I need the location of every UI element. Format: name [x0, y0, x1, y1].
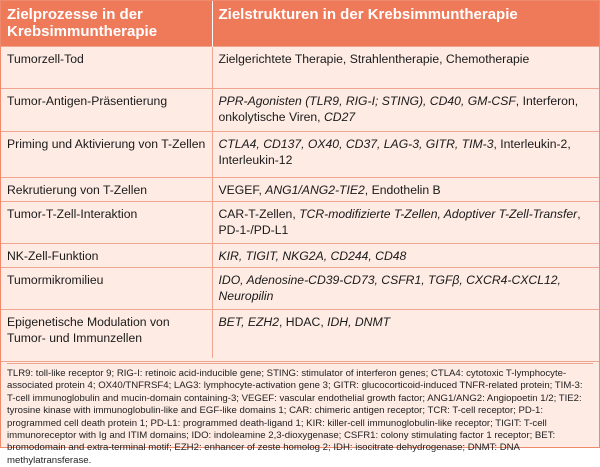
- target-text: IDH, DNMT: [327, 315, 391, 329]
- target-text: Zielgerichtete Therapie, Strahlentherapie, Chemotherapie: [218, 52, 530, 66]
- table-header-row: [1, 1, 599, 47]
- header-processes: Zielprozesse in der Krebsimmuntherapie: [1, 1, 212, 47]
- targets-cell: [212, 47, 599, 89]
- target-text: ANG1/ANG2-TIE2: [265, 183, 365, 197]
- process-cell: Rekrutierung von T-Zellen: [1, 178, 212, 202]
- target-text: PPR-Agonisten (TLR9, RIG-I; STING), CD40, GM-CSF: [218, 94, 516, 108]
- target-text: , Interleukin-2, Interleukin-12: [218, 137, 571, 167]
- targets-cell: [212, 89, 599, 132]
- header-targets: Zielstrukturen in der Krebsimmuntherapie: [212, 1, 599, 47]
- process-cell: NK-Zell-Funktion: [1, 244, 212, 268]
- footnote-divider: [1, 361, 599, 362]
- table-row: [1, 89, 599, 132]
- targets-cell: [212, 310, 599, 358]
- process-cell: Tumormikromilieu: [1, 268, 212, 310]
- targets-cell: [212, 132, 599, 178]
- targets-cell: [212, 244, 599, 268]
- targets-cell: [212, 268, 599, 310]
- target-text: KIR, TIGIT, NKG2A, CD244, CD48: [218, 249, 407, 263]
- target-text: VEGEF,: [218, 183, 266, 197]
- process-cell: Epigenetische Modulation von Tumor- und Immunzellen: [1, 310, 212, 358]
- table-row: [1, 268, 599, 310]
- process-cell: Priming und Aktivierung von T-Zellen: [1, 132, 212, 178]
- process-cell: Tumor-T-Zell-Interaktion: [1, 202, 212, 244]
- table-row: [1, 47, 599, 89]
- table-row: [1, 244, 599, 268]
- target-text: CTLA4, CD137, OX40, CD37, LAG-3, GITR, TIM-3: [218, 137, 494, 151]
- target-text: , HDAC,: [279, 315, 328, 329]
- process-cell: Tumor-Antigen-Präsentierung: [1, 89, 212, 132]
- targets-cell: [212, 202, 599, 244]
- targets-cell: [212, 178, 599, 202]
- target-table: [1, 1, 599, 358]
- table-row: [1, 202, 599, 244]
- target-text: CD27: [323, 110, 356, 124]
- process-cell: Tumorzell-Tod: [1, 47, 212, 89]
- target-text: , Interferon, onkolytische Viren,: [218, 94, 579, 124]
- table-row: [1, 178, 599, 202]
- target-text: CAR-T-Zellen,: [218, 207, 300, 221]
- target-text: , Endothelin B: [364, 183, 441, 197]
- table-row: [1, 132, 599, 178]
- target-text: BET, EZH2: [218, 315, 280, 329]
- table-row: [1, 310, 599, 358]
- target-text: TCR-modifizierte T-Zellen, Adoptiver T-Zell-Transfer: [299, 207, 578, 221]
- target-text: IDO, Adenosine-CD39-CD73, CSFR1, TGFβ, CXCR4-CXCL12, Neuropilin: [218, 273, 561, 303]
- abbreviations-footnote: TLR9: toll-like receptor 9; RIG-I: retinoic acid-inducible gene; STING: stimulator of interferon genes; CTLA4: cytotoxic T-lymphocyte-associated protein 4; OX40/TNFRSF4; LAG3: lymphocyte-activation gene 3; GITR: glucocorticoid-induced TNFR-related protein; TIM-3: T-cell immunoglobulin and mucin-domain containing-3; VEGEF: vascular endothelial growth factor; ANG1/ANG2: Angiopoetin 1/2; TIE2: tyrosine kinase with immunoglobulin-like and EGF-like domains 1; CAR: chimeric antigen receptor; TCR: T-cell receptor; PD-1: programmed cell death protein 1; PD-L1: programmed death-ligand 1; KIR: killer-cell immunoglobulin-like receptor; TIGIT: T-cell immunoreceptor with Ig and ITIM domains; IDO: indoleamine 2,3-dioxygenase; CSFR1: colony stimulating factor 1 receptor; BET: bromodomain and extra-terminal motif; EZH2: enhancer of zeste homolog 2; IDH: isocitrate dehydrogenase; DNMT: DNA methylatransferase.: [7, 363, 593, 467]
- target-text: , PD-1-/PD-L1: [218, 207, 581, 237]
